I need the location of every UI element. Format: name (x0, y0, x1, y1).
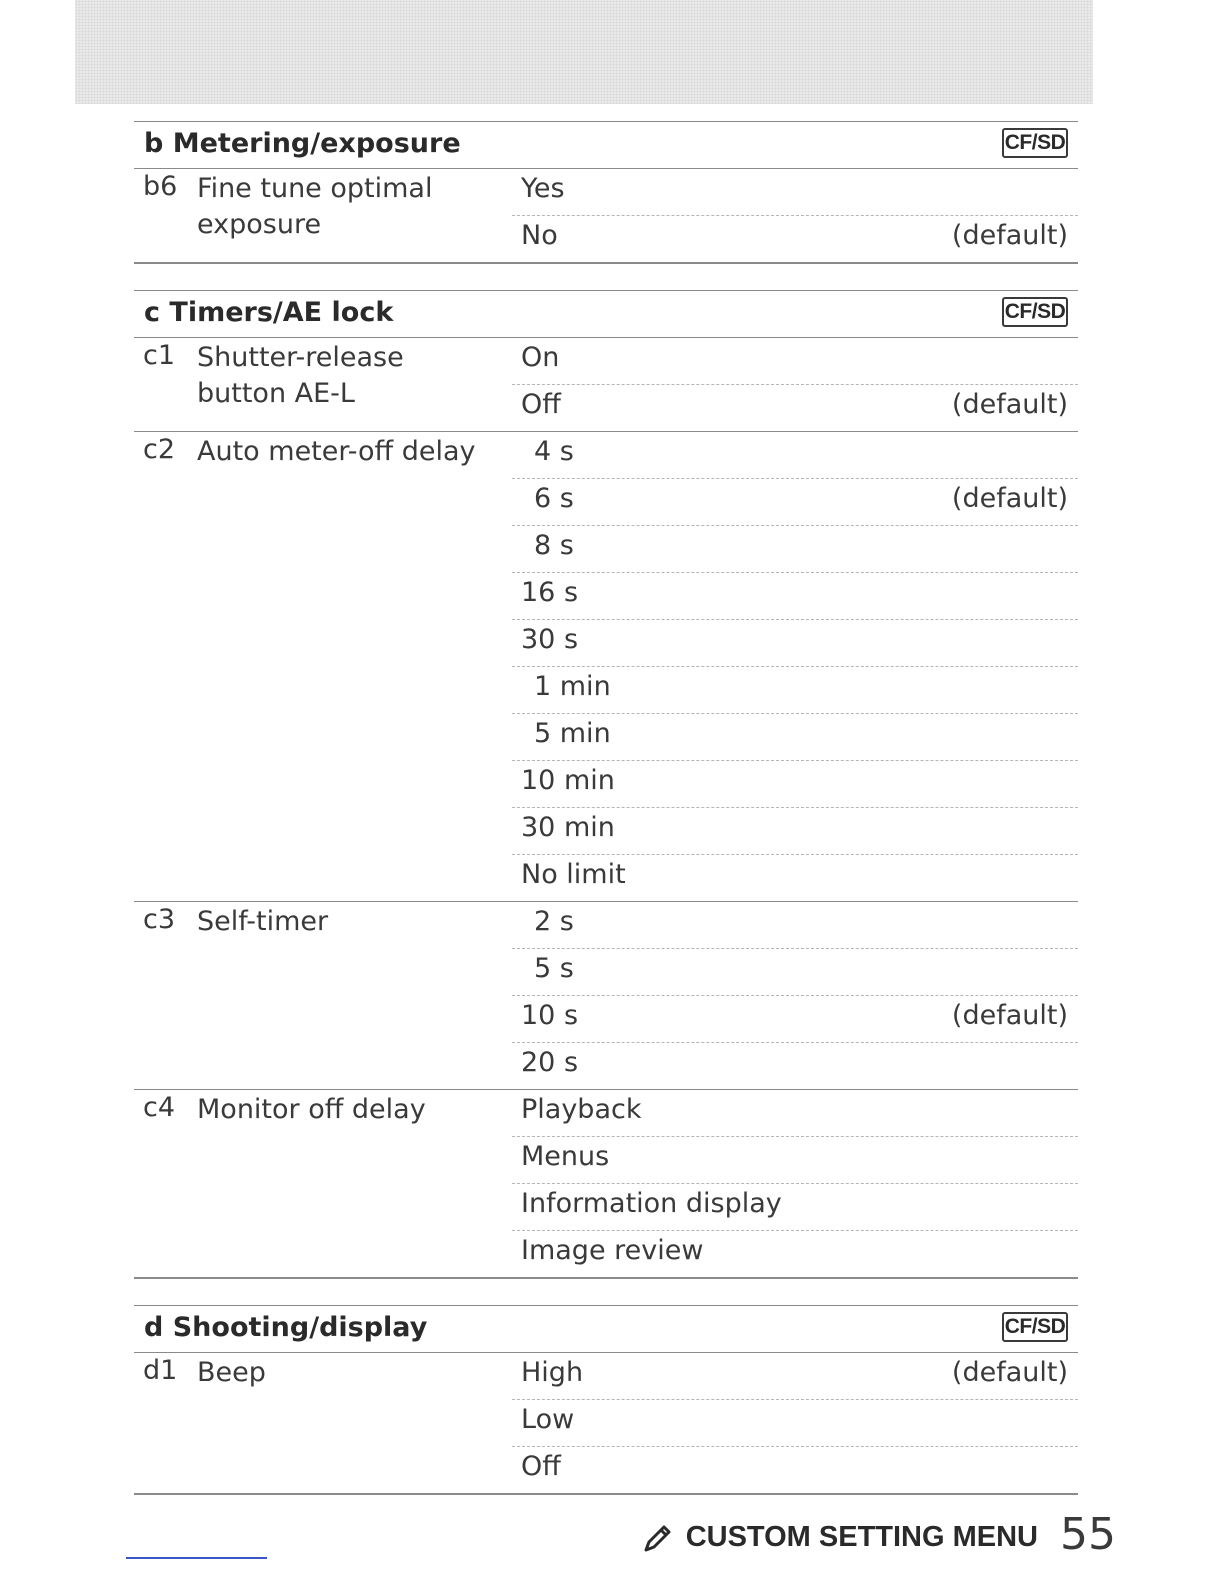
setting-c3 (134, 902, 1078, 1090)
option-label: 10 min (521, 765, 615, 796)
option-list (512, 432, 1078, 901)
option-row (512, 338, 1078, 385)
option-label: 20 s (521, 1047, 579, 1078)
setting-name: Beep (197, 1357, 266, 1388)
option-row (512, 855, 1078, 901)
option-label: On (521, 342, 560, 373)
page-number: 55 (1060, 1509, 1116, 1560)
option-list (512, 1353, 1078, 1493)
setting-code: b6 (143, 171, 178, 202)
option-row (512, 808, 1078, 855)
option-row (512, 996, 1078, 1043)
option-row (512, 1043, 1078, 1089)
section-title: d Shooting/display (144, 1312, 428, 1343)
option-list (512, 902, 1078, 1089)
cf-sd-badge: CF/SD (1002, 297, 1068, 327)
option-label: No limit (521, 859, 626, 890)
option-row (512, 1231, 1078, 1277)
option-row (512, 620, 1078, 667)
option-row (512, 949, 1078, 996)
option-list (512, 169, 1078, 262)
option-row (512, 1353, 1078, 1400)
section-title: b Metering/exposure (144, 128, 461, 159)
option-label: No (521, 220, 558, 251)
option-label: 8 s (534, 530, 574, 561)
option-row (512, 169, 1078, 216)
option-label: 30 min (521, 812, 615, 843)
option-label: 4 s (534, 436, 574, 467)
default-note: (default) (951, 220, 1068, 251)
option-label: Off (521, 1451, 561, 1482)
option-row (512, 526, 1078, 573)
option-row (512, 479, 1078, 526)
top-shaded-band (75, 0, 1093, 104)
option-label: 2 s (534, 906, 574, 937)
option-label: High (521, 1357, 584, 1388)
option-label: 5 s (534, 953, 574, 984)
setting-name: Monitor off delay (197, 1094, 426, 1125)
option-label: Playback (521, 1094, 642, 1125)
pencil-icon (640, 1522, 674, 1556)
option-label: 10 s (521, 1000, 579, 1031)
section-shooting-display (134, 1305, 1078, 1495)
option-label: 5 min (534, 718, 611, 749)
setting-name: Self-timer (197, 906, 329, 937)
section-header (134, 1305, 1078, 1353)
setting-code: c1 (143, 340, 176, 371)
default-note: (default) (951, 1000, 1068, 1031)
option-row (512, 385, 1078, 431)
option-label: 6 s (534, 483, 574, 514)
option-label: 16 s (521, 577, 579, 608)
cf-sd-badge: CF/SD (1002, 128, 1068, 158)
option-label: Off (521, 389, 561, 420)
option-row (512, 902, 1078, 949)
option-row (512, 573, 1078, 620)
section-header (134, 121, 1078, 169)
option-row (512, 1090, 1078, 1137)
option-label: Yes (521, 173, 565, 204)
section-timers-ae-lock (134, 290, 1078, 1279)
option-row (512, 1400, 1078, 1447)
setting-code: c3 (143, 904, 176, 935)
option-list (512, 338, 1078, 431)
default-note: (default) (951, 483, 1068, 514)
option-label: Low (521, 1404, 575, 1435)
default-note: (default) (951, 389, 1068, 420)
bottom-rule (126, 1557, 267, 1559)
setting-c4 (134, 1090, 1078, 1279)
option-row (512, 216, 1078, 262)
option-row (512, 667, 1078, 714)
page-footer (640, 1500, 1116, 1560)
default-note: (default) (951, 1357, 1068, 1388)
option-row (512, 1137, 1078, 1184)
option-row (512, 1447, 1078, 1493)
setting-name: Auto meter-off delay (197, 436, 476, 467)
option-label: Image review (521, 1235, 704, 1266)
cf-sd-badge: CF/SD (1002, 1312, 1068, 1342)
option-row (512, 432, 1078, 479)
option-label: Menus (521, 1141, 610, 1172)
setting-name: Shutter-release button AE-L (197, 342, 404, 409)
footer-section-label: CUSTOM SETTING MENU (685, 1521, 1038, 1553)
setting-c1 (134, 338, 1078, 432)
option-label: 30 s (521, 624, 579, 655)
setting-code: d1 (143, 1355, 178, 1386)
option-row (512, 1184, 1078, 1231)
section-header (134, 290, 1078, 338)
section-metering-exposure (134, 121, 1078, 264)
setting-code: c2 (143, 434, 176, 465)
option-list (512, 1090, 1078, 1277)
setting-name: Fine tune optimal exposure (197, 173, 433, 240)
setting-b6 (134, 169, 1078, 264)
setting-code: c4 (143, 1092, 176, 1123)
setting-c2 (134, 432, 1078, 902)
section-title: c Timers/AE lock (144, 297, 394, 328)
option-row (512, 714, 1078, 761)
option-row (512, 761, 1078, 808)
setting-d1 (134, 1353, 1078, 1495)
option-label: Information display (521, 1188, 782, 1219)
option-label: 1 min (534, 671, 611, 702)
